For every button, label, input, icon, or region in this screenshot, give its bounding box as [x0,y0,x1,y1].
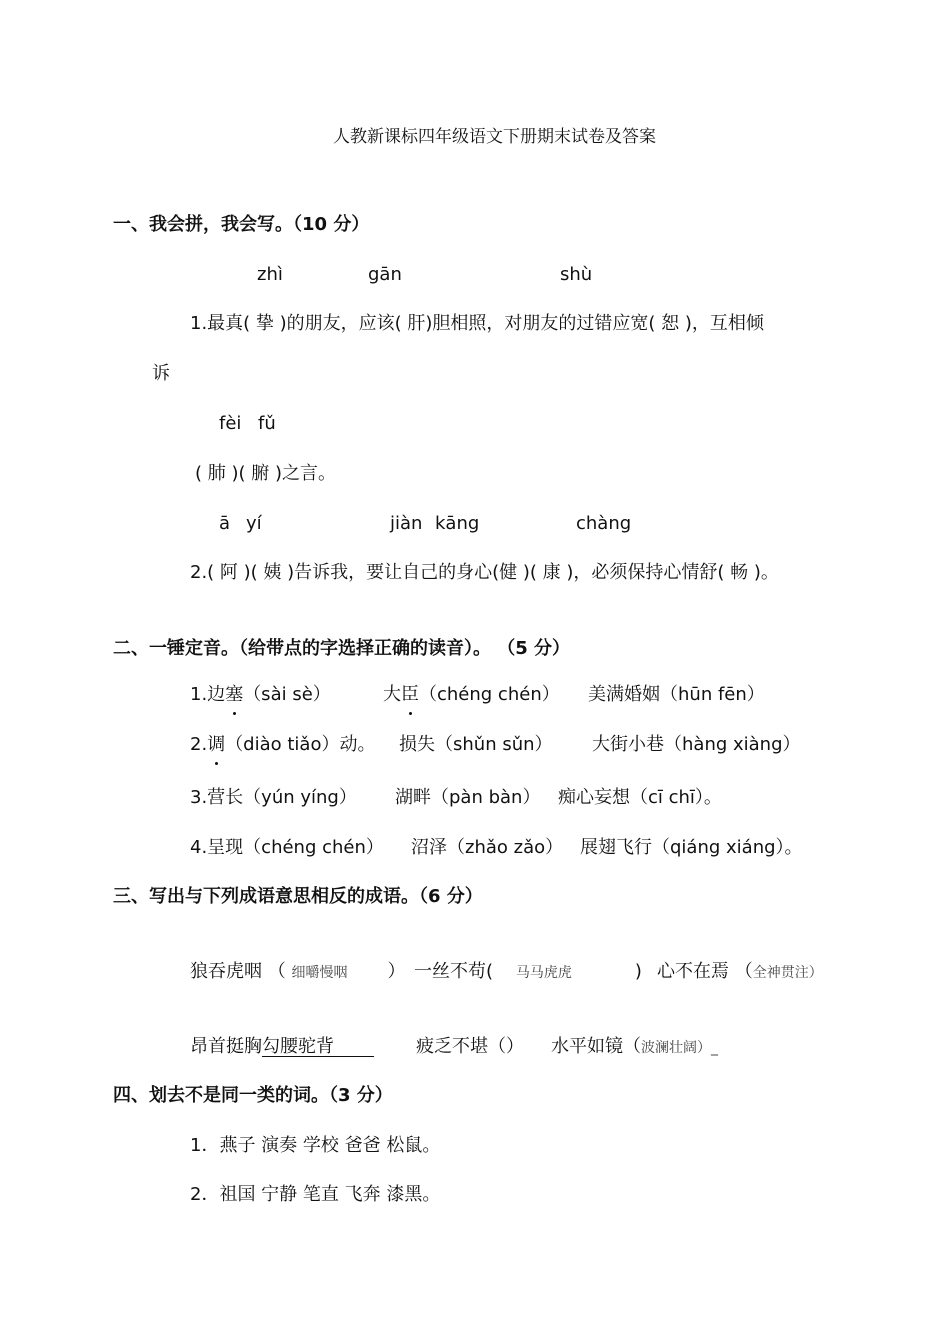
question-1-1: 1.最真( 挚 )的朋友，应该( 肝)胆相照，对朋友的过错应宽( 恕 )，互相倾 [190,313,764,334]
answer-1: 细嚼慢咽 [291,965,348,981]
section-2-heading: 二、一锤定音。（给带点的字选择正确的读音）。 （5 分） [113,638,571,659]
question-2-4a: 4.呈现（chéng chén） [190,837,384,858]
pinyin-jian: jiàn [390,513,423,534]
idiom-4: 昂首挺胸勾腰驼背 [190,1036,374,1058]
answer-2: 马马虎虎 [515,965,572,981]
idiom-6: 水平如镜（波澜壮阔）_ [551,1036,718,1057]
question-2-4c: 展翅飞行（qiáng xiáng）。 [580,837,803,858]
section-4-heading: 四、划去不是同一类的词。（3 分） [113,1085,393,1106]
question-1-1-end: ( 肺 )( 腑 )之言。 [195,463,336,484]
question-2-1a: 1.边塞（sài sè） [190,684,331,705]
idiom-1: 狼吞虎咽 （ 细嚼慢咽 ） [190,961,406,982]
idiom-3: 心不在焉 （全神贯注） [657,961,823,982]
dotted-char: 塞 [225,684,244,705]
pinyin-fu: fǔ [258,413,276,434]
answer-5: （） [488,1036,524,1057]
idiom-2: 一丝不苟( 马马虎虎 ) [414,961,642,982]
pinyin-gan: gān [368,264,402,285]
pinyin-fei: fèi [219,413,242,434]
idiom-5: 疲乏不堪（） [416,1036,524,1057]
pinyin-a: ā [219,513,231,534]
question-4-1: 1．燕子 演奏 学校 爸爸 松鼠。 [190,1135,441,1156]
question-2-1b: 大臣（chéng chén） [383,684,560,705]
page-title: 人教新课标四年级语文下册期末试卷及答案 [333,127,656,147]
question-2-1c: 美满婚姻（hūn fēn） [588,684,765,705]
question-1-2: 2.( 阿 )( 姨 )告诉我，要让自己的身心(健 )( 康 )，必须保持心情舒( 畅 )。 [190,562,779,583]
pinyin-zhi: zhì [257,264,283,285]
section-1-heading: 一、我会拼，我会写。（10 分） [113,214,370,235]
question-2-2c: 大街小巷（hàng xiàng） [592,734,801,755]
question-2-4b: 沼泽（zhǎo zǎo） [411,837,564,858]
question-4-2: 2．祖国 宁静 笔直 飞奔 漆黑。 [190,1184,441,1205]
answer-6: 波澜壮阔 [641,1040,697,1056]
pinyin-shu: shù [560,264,593,285]
question-2-3b: 湖畔（pàn bàn） [395,787,541,808]
dotted-char: 调 [207,734,226,755]
pinyin-kang: kāng [435,513,480,534]
pinyin-yi: yí [246,513,262,534]
question-2-2b: 损失（shǔn sǔn） [399,734,553,755]
question-2-3c: 痴心妄想（cī chī）。 [558,787,722,808]
pinyin-chang: chàng [576,513,632,534]
section-3-heading: 三、写出与下列成语意思相反的成语。（6 分） [113,886,483,907]
dotted-char: 臣 [401,684,419,705]
question-2-3a: 3.营长（yún yíng） [190,787,357,808]
question-2-2a: 2.调（diào tiǎo）动。 [190,734,376,755]
answer-3: 全神贯注 [752,965,809,981]
answer-4: 勾腰驼背 [262,1036,334,1057]
question-1-1-cont: 诉 [152,363,170,384]
